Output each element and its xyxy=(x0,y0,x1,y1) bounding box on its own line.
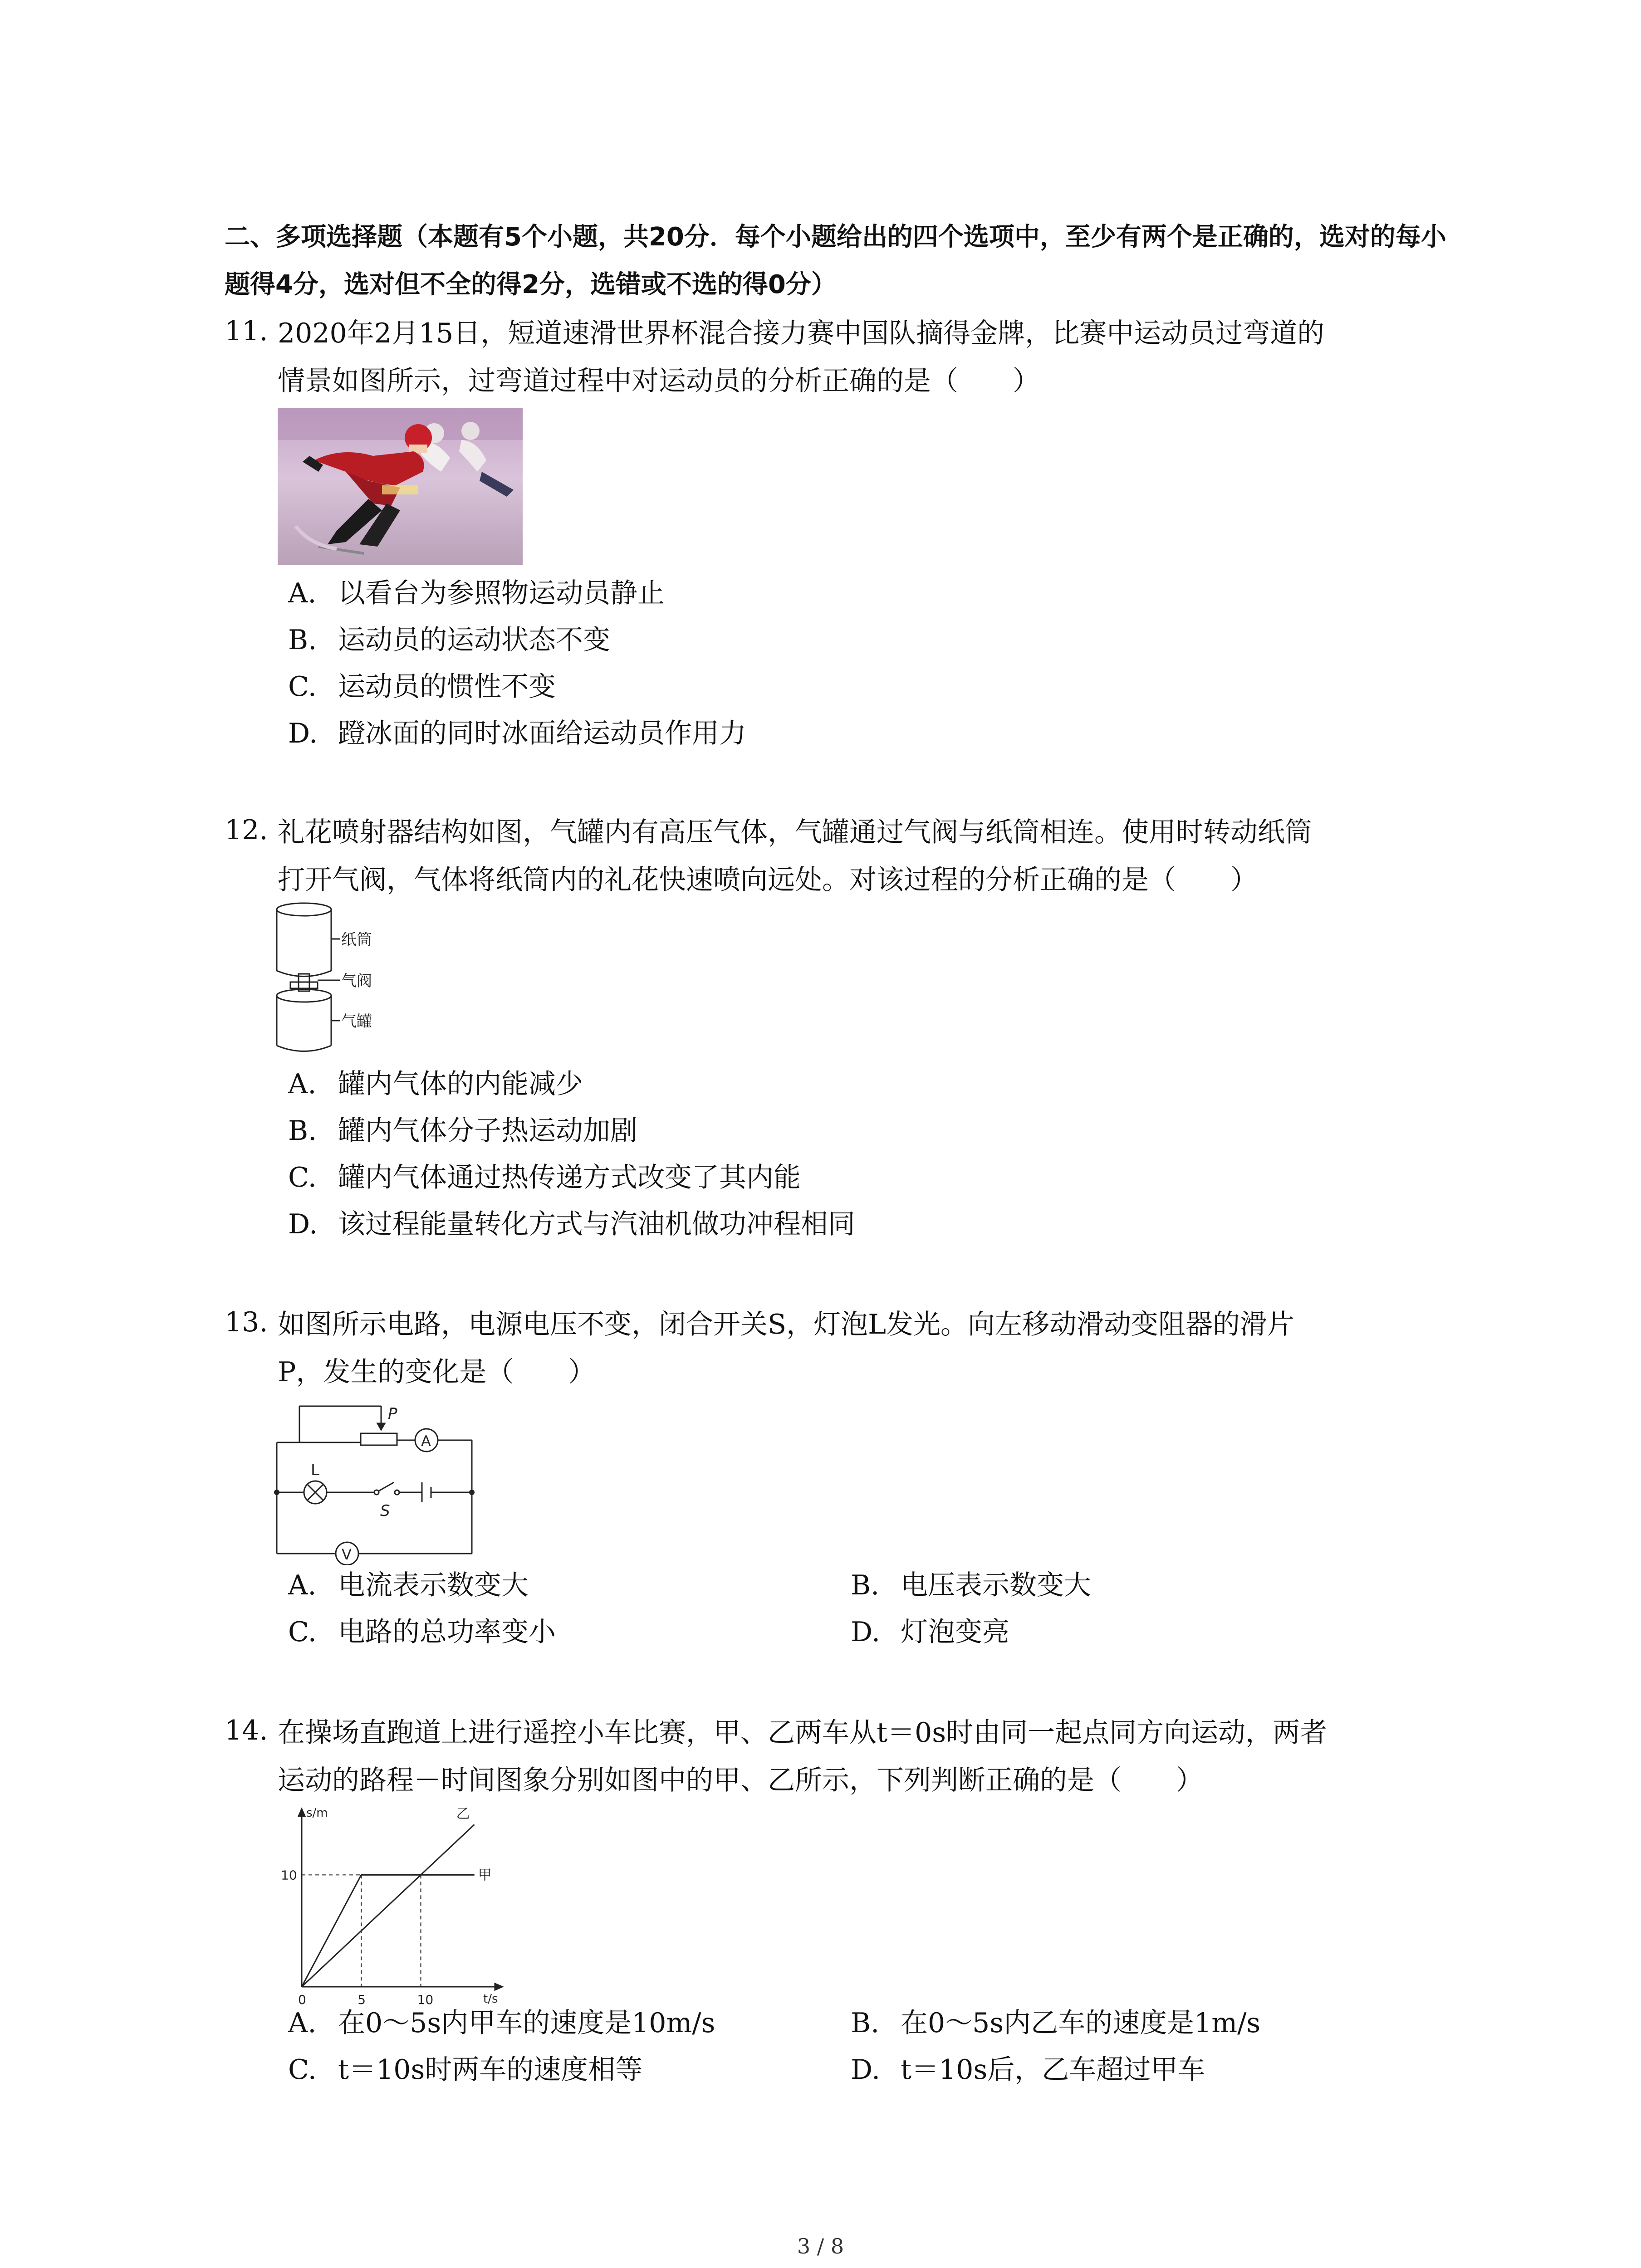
question-14-option-d[interactable] xyxy=(851,2052,1205,2088)
question-13-line1: 如图所示电路，电源电压不变，闭合开关S，灯泡L发光。向左移动滑动变阻器的滑片 xyxy=(278,1309,1294,1340)
option-letter: C. xyxy=(288,1162,317,1193)
voltmeter-label: V xyxy=(342,1546,352,1563)
option-text: 蹬冰面的同时冰面给运动员作用力 xyxy=(338,718,746,749)
label-lamp: L xyxy=(311,1461,319,1479)
speed-skater-photo xyxy=(278,408,523,565)
option-text: 电路的总功率变小 xyxy=(338,1616,556,1648)
page-number: 3 / 8 xyxy=(797,2234,844,2258)
option-letter: A. xyxy=(288,577,317,609)
option-text: 在0～5s内甲车的速度是10m/s xyxy=(338,2007,715,2039)
label-valve: 气阀 xyxy=(341,972,372,990)
option-text: t＝10s时两车的速度相等 xyxy=(338,2054,643,2086)
option-text: t＝10s后，乙车超过甲车 xyxy=(901,2054,1205,2086)
y-axis-arrow xyxy=(299,1809,305,1816)
question-11-option-d[interactable] xyxy=(288,715,746,752)
x-tick-label: 10 xyxy=(417,1992,434,2007)
ammeter-label: A xyxy=(421,1432,431,1450)
section-title: 二、多项选择题（本题有5个小题，共20分．每个小题给出的四个选项中，至少有两个是正确的，选对的每小题得4分，选对但不全的得2分，选错或不选的得0分） xyxy=(225,222,1446,299)
option-letter: B. xyxy=(851,1569,880,1601)
question-12-number: 12. xyxy=(225,814,268,846)
option-letter: A. xyxy=(288,1068,317,1100)
option-letter: B. xyxy=(288,1115,317,1147)
question-12-option-d[interactable] xyxy=(288,1206,855,1242)
label-paper-tube: 纸筒 xyxy=(341,931,372,949)
question-12-line2: 打开气阀，气体将纸筒内的礼花快速喷向远处。对该过程的分析正确的是（ ） xyxy=(278,864,1258,896)
option-text: 罐内气体的内能减少 xyxy=(338,1068,583,1100)
option-letter: B. xyxy=(288,624,317,656)
question-11-line2: 情景如图所示，过弯道过程中对运动员的分析正确的是（ ） xyxy=(278,365,1040,397)
question-14-option-c[interactable] xyxy=(288,2052,642,2088)
question-11-option-c[interactable] xyxy=(288,669,556,705)
label-switch: S xyxy=(380,1502,390,1520)
option-letter: D. xyxy=(851,1616,881,1648)
option-text: 以看台为参照物运动员静止 xyxy=(338,577,665,609)
option-letter: C. xyxy=(288,671,317,703)
option-letter: C. xyxy=(288,1616,317,1648)
distance-time-chart xyxy=(277,1803,513,2007)
series-line-jia xyxy=(302,1875,475,1987)
question-11-number: 11. xyxy=(225,315,268,347)
option-text: 灯泡变亮 xyxy=(901,1616,1009,1648)
x-axis-label: t/s xyxy=(483,1992,498,2006)
question-11-option-b[interactable] xyxy=(288,622,610,658)
y-axis-label: s/m xyxy=(306,1806,328,1820)
x-axis-arrow xyxy=(495,1984,502,1990)
option-text: 运动员的运动状态不变 xyxy=(338,624,610,656)
option-letter: D. xyxy=(288,1208,318,1240)
question-13-option-c[interactable] xyxy=(288,1614,556,1650)
question-12-option-a[interactable] xyxy=(288,1066,583,1102)
option-letter: D. xyxy=(851,2054,881,2086)
option-text: 罐内气体分子热运动加剧 xyxy=(338,1115,637,1147)
question-14-option-a[interactable] xyxy=(288,2005,715,2041)
question-12-line1: 礼花喷射器结构如图，气罐内有高压气体，气罐通过气阀与纸筒相连。使用时转动纸筒 xyxy=(278,816,1312,848)
y-tick-label: 10 xyxy=(281,1867,297,1883)
question-12-option-b[interactable] xyxy=(288,1113,637,1149)
series-label-jia: 甲 xyxy=(478,1867,492,1883)
question-14-number: 14. xyxy=(225,1715,268,1746)
option-text: 在0～5s内乙车的速度是1m/s xyxy=(901,2007,1261,2039)
question-12-option-c[interactable] xyxy=(288,1159,801,1196)
option-text: 该过程能量转化方式与汽油机做功冲程相同 xyxy=(338,1208,855,1240)
option-letter: A. xyxy=(288,1569,317,1601)
series-line-yi xyxy=(302,1824,475,1987)
option-letter: C. xyxy=(288,2054,317,2086)
question-11-option-a[interactable] xyxy=(288,575,665,611)
circuit-diagram xyxy=(272,1397,481,1565)
option-text: 罐内气体通过热传递方式改变了其内能 xyxy=(338,1162,801,1193)
series-label-yi: 乙 xyxy=(456,1806,470,1822)
question-13-option-a[interactable] xyxy=(288,1567,529,1603)
question-13-number: 13. xyxy=(225,1306,268,1338)
option-letter: B. xyxy=(851,2007,880,2039)
question-13-option-d[interactable] xyxy=(851,1614,1009,1650)
question-11-line1: 2020年2月15日，短道速滑世界杯混合接力赛中国队摘得金牌，比赛中运动员过弯道的 xyxy=(278,318,1325,349)
option-text: 电流表示数变大 xyxy=(338,1569,529,1601)
label-gas-tank: 气罐 xyxy=(341,1012,372,1031)
question-13-line2: P，发生的变化是（ ） xyxy=(278,1356,596,1388)
option-text: 运动员的惯性不变 xyxy=(338,671,556,703)
question-14-line2: 运动的路程－时间图象分别如图中的甲、乙所示，下列判断正确的是（ ） xyxy=(278,1765,1203,1796)
option-letter: D. xyxy=(288,718,318,749)
question-14-line1: 在操场直跑道上进行遥控小车比赛，甲、乙两车从t＝0s时由同一起点同方向运动，两者 xyxy=(278,1717,1327,1749)
x-tick-label: 5 xyxy=(358,1992,366,2007)
question-13-option-b[interactable] xyxy=(851,1567,1091,1603)
x-tick-label: 0 xyxy=(298,1992,306,2007)
question-14-option-b[interactable] xyxy=(851,2005,1260,2041)
option-letter: A. xyxy=(288,2007,317,2039)
option-text: 电压表示数变大 xyxy=(901,1569,1091,1601)
confetti-launcher-diagram xyxy=(272,900,408,1059)
label-p: P xyxy=(388,1405,397,1423)
